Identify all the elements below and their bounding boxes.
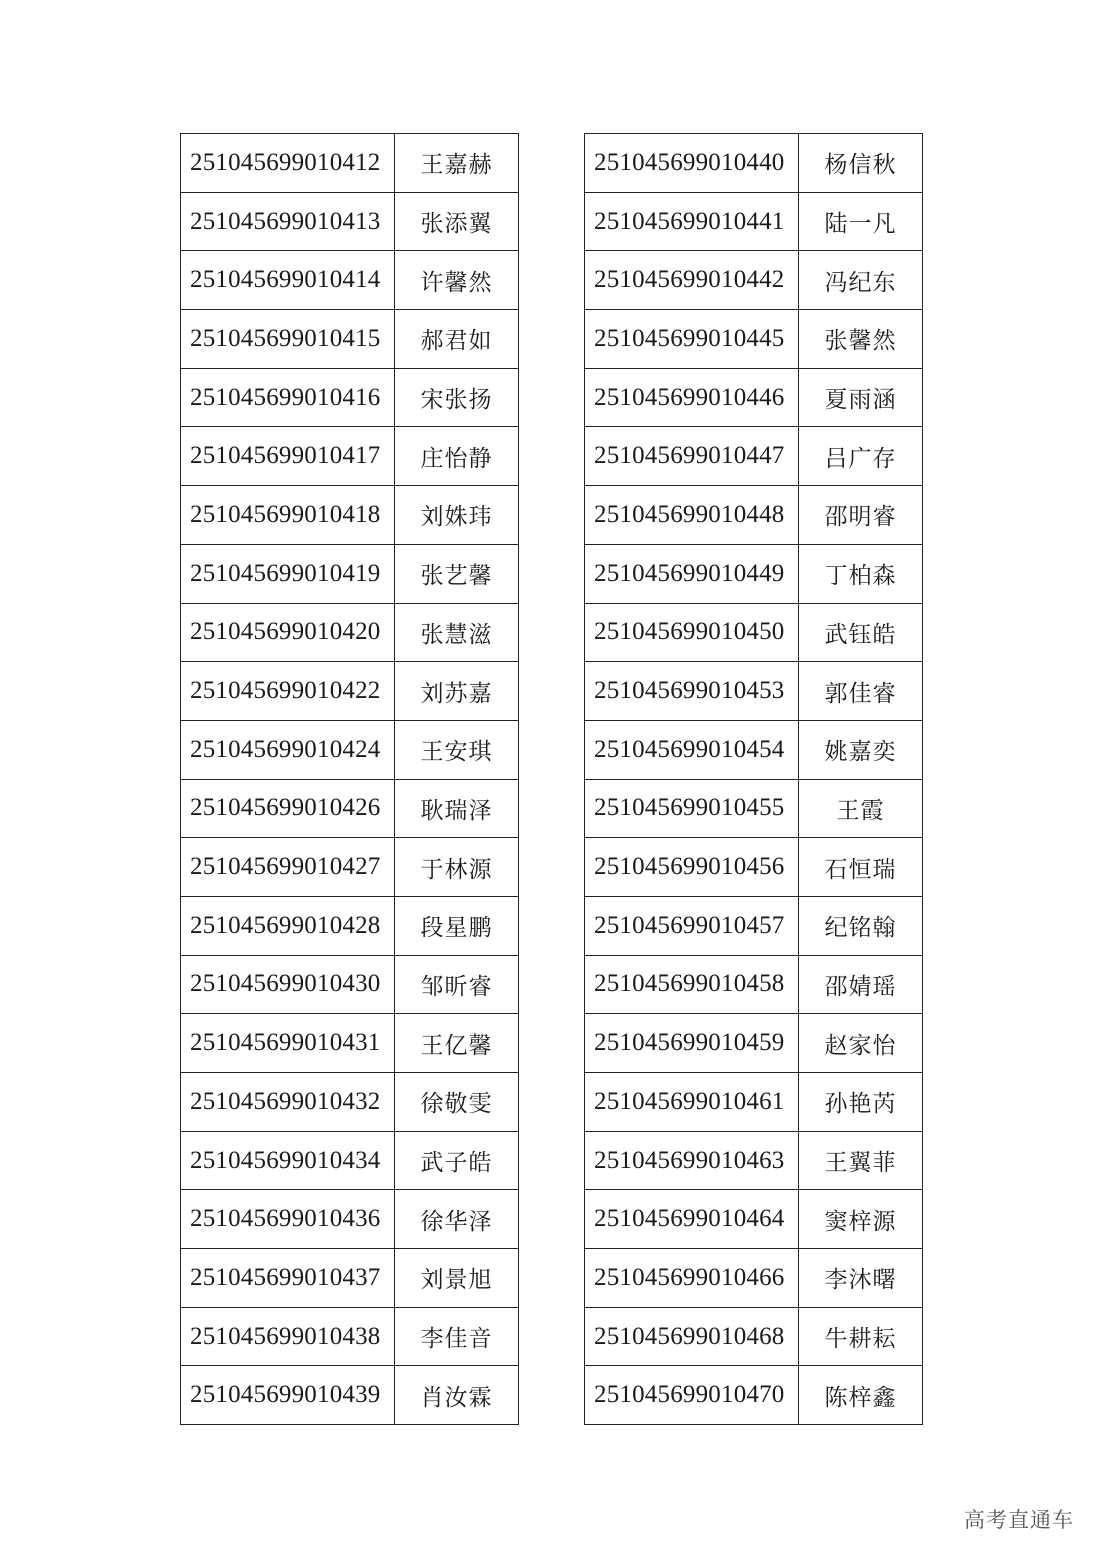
- candidate-id-cell: 251045699010437: [181, 1249, 395, 1308]
- table-row: [585, 838, 923, 897]
- candidate-id-cell: 251045699010463: [585, 1131, 799, 1190]
- candidate-id-cell: 251045699010412: [181, 134, 395, 193]
- candidate-id-cell: 251045699010413: [181, 192, 395, 251]
- table-row: [181, 1073, 519, 1132]
- candidate-id-cell: 251045699010414: [181, 251, 395, 310]
- table-row: [585, 1131, 923, 1190]
- candidate-name-cell: 陆一凡: [799, 192, 923, 251]
- table-row: [585, 486, 923, 545]
- table-row: [181, 134, 519, 193]
- table-row: [585, 896, 923, 955]
- table-row: [181, 368, 519, 427]
- candidate-name-cell: 冯纪东: [799, 251, 923, 310]
- table-row: [181, 838, 519, 897]
- table-row: [181, 1131, 519, 1190]
- table-row: [181, 251, 519, 310]
- table-row: [181, 1014, 519, 1073]
- candidate-id-cell: 251045699010434: [181, 1131, 395, 1190]
- candidate-id-cell: 251045699010456: [585, 838, 799, 897]
- roster-table-right: [584, 133, 923, 1425]
- candidate-id-cell: 251045699010455: [585, 779, 799, 838]
- candidate-name-cell: 李沐曙: [799, 1249, 923, 1308]
- table-row: [181, 310, 519, 369]
- table-row: [585, 955, 923, 1014]
- candidate-name-cell: 段星鹏: [395, 896, 519, 955]
- candidate-name-cell: 王亿馨: [395, 1014, 519, 1073]
- candidate-name-cell: 李佳音: [395, 1307, 519, 1366]
- table-row: [585, 251, 923, 310]
- table-row: [585, 603, 923, 662]
- table-row: [181, 896, 519, 955]
- table-row: [585, 779, 923, 838]
- table-row: [181, 1307, 519, 1366]
- candidate-name-cell: 许馨然: [395, 251, 519, 310]
- roster-table-left-body: [181, 134, 519, 1425]
- candidate-id-cell: 251045699010450: [585, 603, 799, 662]
- candidate-id-cell: 251045699010440: [585, 134, 799, 193]
- candidate-name-cell: 张艺馨: [395, 544, 519, 603]
- candidate-id-cell: 251045699010470: [585, 1366, 799, 1425]
- candidate-id-cell: 251045699010461: [585, 1073, 799, 1132]
- candidate-name-cell: 赵家怡: [799, 1014, 923, 1073]
- candidate-id-cell: 251045699010416: [181, 368, 395, 427]
- candidate-id-cell: 251045699010426: [181, 779, 395, 838]
- table-row: [181, 192, 519, 251]
- candidate-id-cell: 251045699010453: [585, 662, 799, 721]
- table-row: [181, 662, 519, 721]
- candidate-id-cell: 251045699010464: [585, 1190, 799, 1249]
- candidate-name-cell: 武子皓: [395, 1131, 519, 1190]
- candidate-name-cell: 石恒瑞: [799, 838, 923, 897]
- table-row: [181, 1190, 519, 1249]
- table-row: [585, 310, 923, 369]
- candidate-name-cell: 王霞: [799, 779, 923, 838]
- roster-table-right-body: [585, 134, 923, 1425]
- table-row: [585, 1190, 923, 1249]
- candidate-id-cell: 251045699010447: [585, 427, 799, 486]
- candidate-name-cell: 肖汝霖: [395, 1366, 519, 1425]
- table-row: [585, 192, 923, 251]
- candidate-name-cell: 邵婧瑶: [799, 955, 923, 1014]
- table-row: [585, 134, 923, 193]
- candidate-name-cell: 张慧滋: [395, 603, 519, 662]
- candidate-name-cell: 丁柏森: [799, 544, 923, 603]
- table-row: [585, 1073, 923, 1132]
- candidate-id-cell: 251045699010459: [585, 1014, 799, 1073]
- candidate-id-cell: 251045699010424: [181, 720, 395, 779]
- candidate-name-cell: 牛耕耘: [799, 1307, 923, 1366]
- table-row: [181, 544, 519, 603]
- candidate-name-cell: 于林源: [395, 838, 519, 897]
- candidate-name-cell: 徐华泽: [395, 1190, 519, 1249]
- table-row: [181, 1249, 519, 1308]
- table-row: [181, 720, 519, 779]
- candidate-name-cell: 孙艳芮: [799, 1073, 923, 1132]
- candidate-name-cell: 张馨然: [799, 310, 923, 369]
- table-row: [585, 662, 923, 721]
- table-row: [585, 1249, 923, 1308]
- table-row: [585, 544, 923, 603]
- candidate-name-cell: 邹昕睿: [395, 955, 519, 1014]
- candidate-name-cell: 王翼菲: [799, 1131, 923, 1190]
- candidate-name-cell: 邵明睿: [799, 486, 923, 545]
- candidate-name-cell: 庄怡静: [395, 427, 519, 486]
- table-row: [181, 1366, 519, 1425]
- candidate-name-cell: 郝君如: [395, 310, 519, 369]
- table-row: [585, 427, 923, 486]
- candidate-name-cell: 耿瑞泽: [395, 779, 519, 838]
- candidate-name-cell: 窦梓源: [799, 1190, 923, 1249]
- table-row: [585, 720, 923, 779]
- table-row: [585, 1307, 923, 1366]
- candidate-id-cell: 251045699010458: [585, 955, 799, 1014]
- candidate-name-cell: 武钰皓: [799, 603, 923, 662]
- candidate-name-cell: 刘姝玮: [395, 486, 519, 545]
- candidate-id-cell: 251045699010445: [585, 310, 799, 369]
- table-row: [181, 603, 519, 662]
- candidate-name-cell: 王嘉赫: [395, 134, 519, 193]
- table-row: [181, 779, 519, 838]
- candidate-id-cell: 251045699010442: [585, 251, 799, 310]
- watermark-text: 高考直通车: [964, 1508, 1074, 1532]
- candidate-id-cell: 251045699010430: [181, 955, 395, 1014]
- candidate-id-cell: 251045699010427: [181, 838, 395, 897]
- candidate-name-cell: 夏雨涵: [799, 368, 923, 427]
- candidate-id-cell: 251045699010439: [181, 1366, 395, 1425]
- candidate-name-cell: 刘景旭: [395, 1249, 519, 1308]
- candidate-id-cell: 251045699010417: [181, 427, 395, 486]
- candidate-id-cell: 251045699010438: [181, 1307, 395, 1366]
- candidate-id-cell: 251045699010441: [585, 192, 799, 251]
- candidate-name-cell: 陈梓鑫: [799, 1366, 923, 1425]
- candidate-id-cell: 251045699010448: [585, 486, 799, 545]
- candidate-id-cell: 251045699010431: [181, 1014, 395, 1073]
- candidate-id-cell: 251045699010420: [181, 603, 395, 662]
- candidate-id-cell: 251045699010454: [585, 720, 799, 779]
- candidate-id-cell: 251045699010446: [585, 368, 799, 427]
- table-row: [585, 1014, 923, 1073]
- candidate-id-cell: 251045699010466: [585, 1249, 799, 1308]
- candidate-id-cell: 251045699010422: [181, 662, 395, 721]
- table-row: [181, 955, 519, 1014]
- candidate-name-cell: 张添翼: [395, 192, 519, 251]
- candidate-id-cell: 251045699010428: [181, 896, 395, 955]
- candidate-id-cell: 251045699010418: [181, 486, 395, 545]
- candidate-name-cell: 吕广存: [799, 427, 923, 486]
- candidate-id-cell: 251045699010457: [585, 896, 799, 955]
- candidate-name-cell: 姚嘉奕: [799, 720, 923, 779]
- table-row: [181, 427, 519, 486]
- candidate-id-cell: 251045699010415: [181, 310, 395, 369]
- candidate-name-cell: 纪铭翰: [799, 896, 923, 955]
- candidate-name-cell: 刘苏嘉: [395, 662, 519, 721]
- candidate-name-cell: 徐敬雯: [395, 1073, 519, 1132]
- table-row: [585, 368, 923, 427]
- roster-table-left: [180, 133, 519, 1425]
- candidate-name-cell: 王安琪: [395, 720, 519, 779]
- candidate-name-cell: 杨信秋: [799, 134, 923, 193]
- candidate-id-cell: 251045699010436: [181, 1190, 395, 1249]
- candidate-id-cell: 251045699010419: [181, 544, 395, 603]
- candidate-id-cell: 251045699010449: [585, 544, 799, 603]
- candidate-name-cell: 郭佳睿: [799, 662, 923, 721]
- table-row: [181, 486, 519, 545]
- candidate-id-cell: 251045699010468: [585, 1307, 799, 1366]
- table-row: [585, 1366, 923, 1425]
- candidate-name-cell: 宋张扬: [395, 368, 519, 427]
- candidate-id-cell: 251045699010432: [181, 1073, 395, 1132]
